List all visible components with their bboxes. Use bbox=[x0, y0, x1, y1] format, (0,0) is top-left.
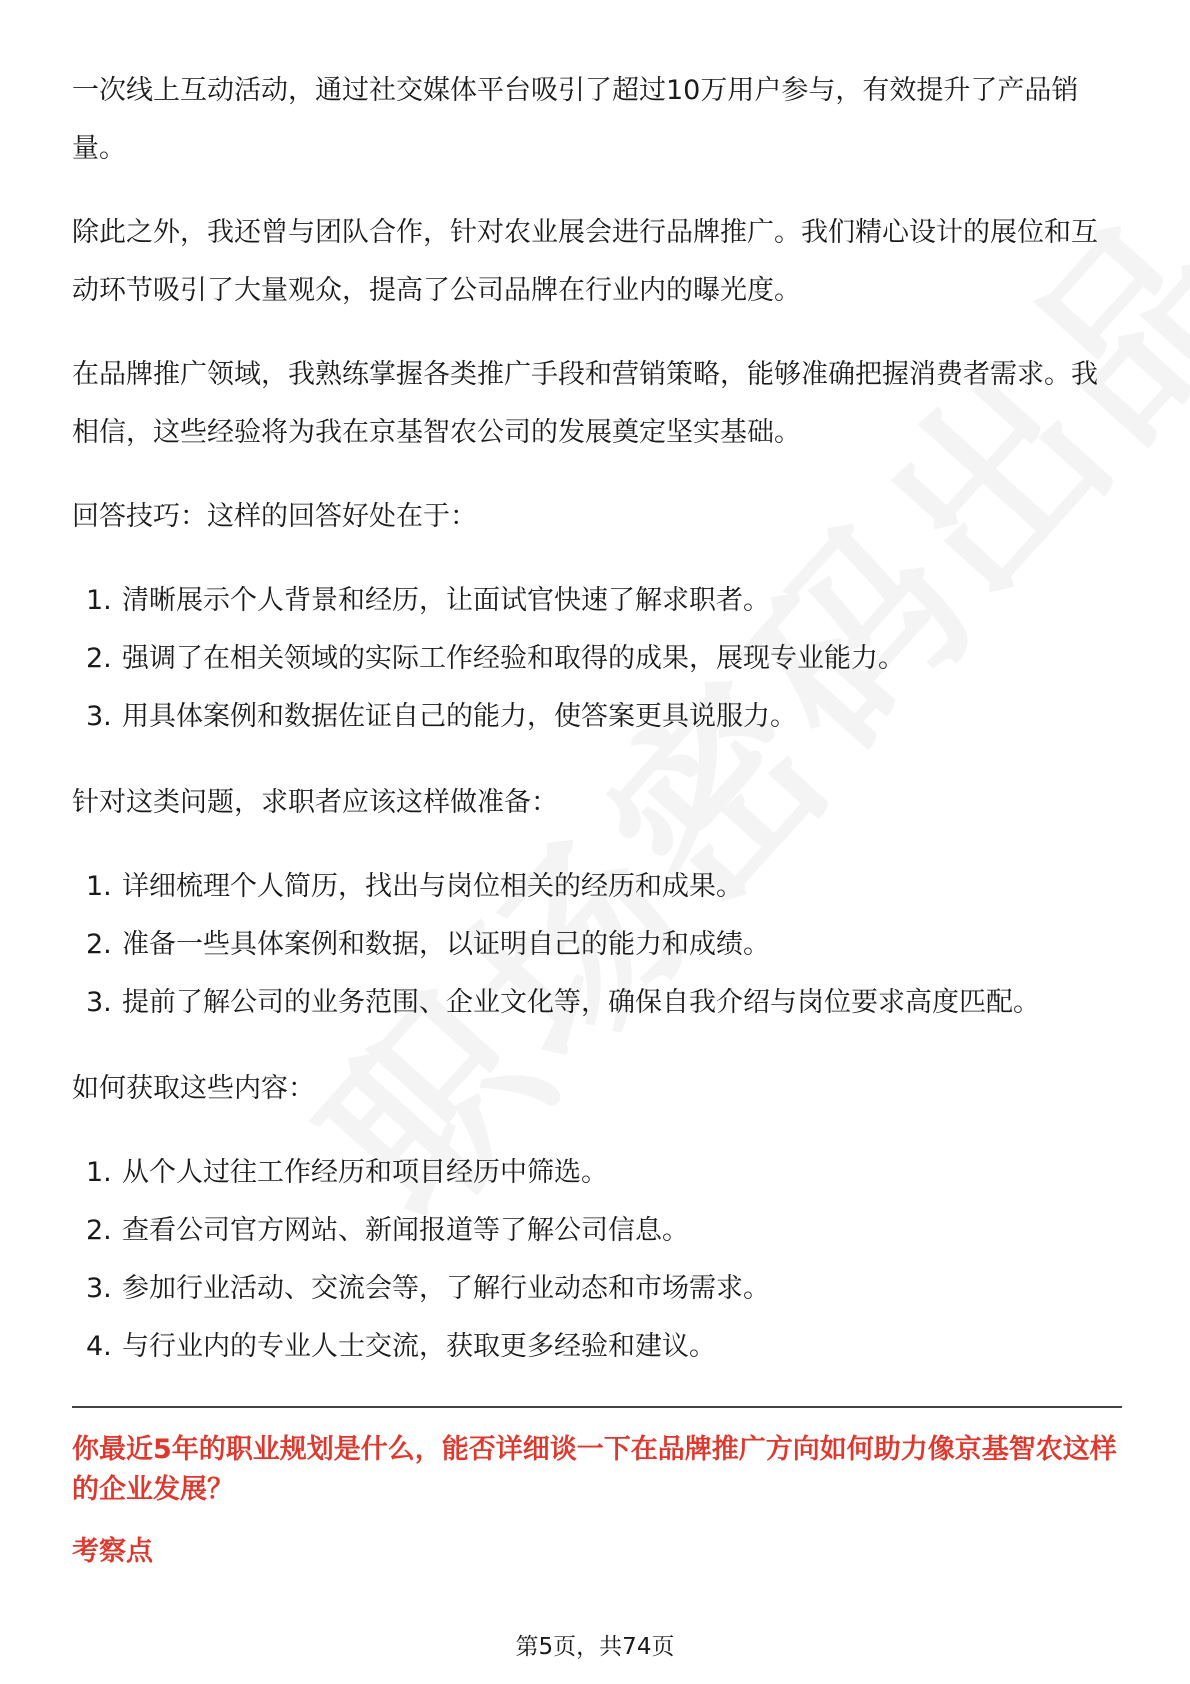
page-content bbox=[72, 62, 1122, 1572]
tips-list bbox=[72, 572, 1122, 746]
list-item: 3. 用具体案例和数据佐证自己的能力，使答案更具说服力。 bbox=[86, 701, 797, 732]
paragraph-1: 一次线上互动活动，通过社交媒体平台吸引了超过10万用户参与，有效提升了产品销量。 bbox=[72, 75, 1079, 164]
sources-list bbox=[72, 1144, 1122, 1376]
prep-heading: 针对这类问题，求职者应该这样做准备： bbox=[72, 787, 558, 818]
list-item: 2. 强调了在相关领域的实际工作经验和取得的成果，展现专业能力。 bbox=[86, 643, 905, 674]
list-item: 3. 提前了解公司的业务范围、企业文化等，确保自我介绍与岗位要求高度匹配。 bbox=[86, 987, 1040, 1018]
prep-list bbox=[72, 858, 1122, 1032]
list-item: 1. 清晰展示个人背景和经历，让面试官快速了解求职者。 bbox=[86, 585, 770, 616]
paragraph-2: 除此之外，我还曾与团队合作，针对农业展会进行品牌推广。我们精心设计的展位和互动环节吸引了大量观众，提高了公司品牌在行业内的曝光度。 bbox=[72, 217, 1098, 306]
page-footer: 第5页，共74页 bbox=[515, 1634, 675, 1660]
next-question: 你最近5年的职业规划是什么，能否详细谈一下在品牌推广方向如何助力像京基智农这样的企业发展？ bbox=[72, 1434, 1117, 1505]
section-divider bbox=[72, 1406, 1122, 1408]
list-item: 1. 详细梳理个人简历，找出与岗位相关的经历和成果。 bbox=[86, 871, 743, 902]
next-question-subheading: 考察点 bbox=[72, 1536, 153, 1567]
sources-heading: 如何获取这些内容： bbox=[72, 1073, 315, 1104]
list-item: 2. 查看公司官方网站、新闻报道等了解公司信息。 bbox=[86, 1215, 689, 1246]
list-item: 1. 从个人过往工作经历和项目经历中筛选。 bbox=[86, 1157, 608, 1188]
list-item: 3. 参加行业活动、交流会等，了解行业动态和市场需求。 bbox=[86, 1273, 770, 1304]
paragraph-3: 在品牌推广领域，我熟练掌握各类推广手段和营销策略，能够准确把握消费者需求。我相信，这些经验将为我在京基智农公司的发展奠定坚实基础。 bbox=[72, 359, 1098, 448]
list-item: 4. 与行业内的专业人士交流，获取更多经验和建议。 bbox=[86, 1331, 716, 1362]
list-item: 2. 准备一些具体案例和数据，以证明自己的能力和成绩。 bbox=[86, 929, 770, 960]
tips-heading: 回答技巧：这样的回答好处在于： bbox=[72, 501, 477, 532]
